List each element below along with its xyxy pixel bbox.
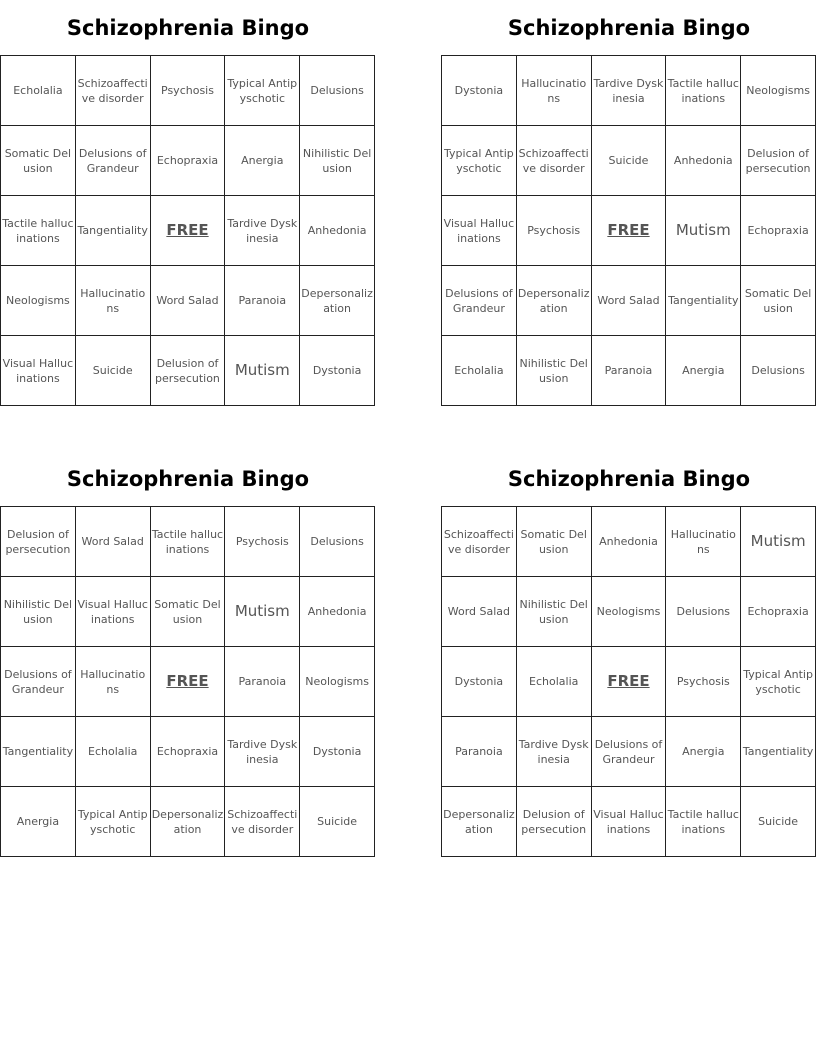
bingo-cell: Psychosis: [150, 56, 225, 126]
bingo-cell: Psychosis: [225, 507, 300, 577]
bingo-cell: Anhedonia: [666, 126, 741, 196]
bingo-cell: Somatic Delusion: [741, 266, 816, 336]
bingo-cell: Typical Antipyschotic: [741, 647, 816, 717]
bingo-cell: Psychosis: [516, 196, 591, 266]
bingo-row: [442, 56, 816, 126]
bingo-cell: Mutism: [225, 577, 300, 647]
bingo-cell: Tangentiality: [75, 196, 150, 266]
bingo-cell: Visual Hallucinations: [75, 577, 150, 647]
bingo-row: [1, 717, 375, 787]
bingo-cell: Anhedonia: [591, 507, 666, 577]
bingo-cell: Dystonia: [300, 717, 375, 787]
bingo-grid: [0, 55, 375, 406]
bingo-cell: Schizoaffective disorder: [442, 507, 517, 577]
bingo-row: [442, 787, 816, 857]
bingo-cell: Tardive Dyskinesia: [516, 717, 591, 787]
bingo-row: [1, 266, 375, 336]
free-space: FREE: [150, 196, 225, 266]
bingo-card-4: [441, 451, 816, 836]
bingo-cell: Paranoia: [591, 336, 666, 406]
bingo-cell: Anergia: [1, 787, 76, 857]
bingo-row: [442, 647, 816, 717]
bingo-row: [1, 336, 375, 406]
bingo-cell: Word Salad: [591, 266, 666, 336]
bingo-cell: Echolalia: [75, 717, 150, 787]
bingo-cell: Delusions: [741, 336, 816, 406]
card-title: Schizophrenia Bingo: [66, 16, 310, 40]
bingo-cell: Typical Antipyschotic: [442, 126, 517, 196]
bingo-row: [1, 126, 375, 196]
bingo-row: [1, 647, 375, 717]
bingo-cell: Anhedonia: [300, 577, 375, 647]
bingo-row: [442, 717, 816, 787]
bingo-cell: Typical Antipyschotic: [225, 56, 300, 126]
bingo-cell: Delusion of persecution: [741, 126, 816, 196]
bingo-cell: Dystonia: [300, 336, 375, 406]
bingo-cell: Delusions of Grandeur: [75, 126, 150, 196]
bingo-row: [442, 266, 816, 336]
bingo-card-3: [0, 451, 376, 836]
bingo-cell: Delusion of persecution: [1, 507, 76, 577]
bingo-cell: Tactile hallucinations: [1, 196, 76, 266]
bingo-cell: Suicide: [300, 787, 375, 857]
bingo-cell: Visual Hallucinations: [1, 336, 76, 406]
bingo-cell: Tactile hallucinations: [666, 787, 741, 857]
bingo-cell: Suicide: [75, 336, 150, 406]
bingo-cell: Tardive Dyskinesia: [591, 56, 666, 126]
bingo-cell: Somatic Delusion: [150, 577, 225, 647]
card-title: Schizophrenia Bingo: [507, 467, 751, 491]
bingo-cell: Delusions: [300, 56, 375, 126]
bingo-cell: Nihilistic Delusion: [300, 126, 375, 196]
bingo-grid: [0, 506, 375, 857]
bingo-cell: Tardive Dyskinesia: [225, 717, 300, 787]
bingo-cell: Depersonalization: [300, 266, 375, 336]
bingo-cell: Delusion of persecution: [150, 336, 225, 406]
bingo-cell: Mutism: [741, 507, 816, 577]
bingo-cell: Tactile hallucinations: [666, 56, 741, 126]
bingo-row: [442, 126, 816, 196]
bingo-row: [442, 577, 816, 647]
bingo-cell: Somatic Delusion: [516, 507, 591, 577]
bingo-cell: Anergia: [666, 717, 741, 787]
bingo-cell: Neologisms: [1, 266, 76, 336]
bingo-cell: Echopraxia: [150, 717, 225, 787]
bingo-card-2: [441, 0, 816, 385]
bingo-cell: Typical Antipyschotic: [75, 787, 150, 857]
bingo-row: [442, 196, 816, 266]
bingo-cell: Visual Hallucinations: [442, 196, 517, 266]
bingo-cell: Hallucinations: [666, 507, 741, 577]
bingo-cell: Delusion of persecution: [516, 787, 591, 857]
bingo-row: [1, 56, 375, 126]
bingo-cell: Suicide: [591, 126, 666, 196]
bingo-cell: Delusions: [300, 507, 375, 577]
card-title: Schizophrenia Bingo: [507, 16, 751, 40]
bingo-cell: Visual Hallucinations: [591, 787, 666, 857]
bingo-cell: Somatic Delusion: [1, 126, 76, 196]
bingo-row: [442, 336, 816, 406]
bingo-cell: Anergia: [225, 126, 300, 196]
bingo-cell: Paranoia: [225, 647, 300, 717]
bingo-cell: Tactile hallucinations: [150, 507, 225, 577]
bingo-cell: Anhedonia: [300, 196, 375, 266]
bingo-card-1: [0, 0, 376, 385]
bingo-cell: Tangentiality: [741, 717, 816, 787]
free-space: FREE: [591, 647, 666, 717]
bingo-cell: Echopraxia: [150, 126, 225, 196]
bingo-cell: Depersonalization: [150, 787, 225, 857]
free-space: FREE: [591, 196, 666, 266]
bingo-cell: Anergia: [666, 336, 741, 406]
bingo-cell: Echolalia: [442, 336, 517, 406]
bingo-cell: Hallucinations: [516, 56, 591, 126]
bingo-row: [1, 787, 375, 857]
bingo-cell: Echolalia: [1, 56, 76, 126]
bingo-cell: Schizoaffective disorder: [516, 126, 591, 196]
bingo-cell: Echopraxia: [741, 196, 816, 266]
bingo-cell: Echolalia: [516, 647, 591, 717]
bingo-cell: Psychosis: [666, 647, 741, 717]
bingo-row: [442, 507, 816, 577]
bingo-cell: Nihilistic Delusion: [1, 577, 76, 647]
bingo-cell: Schizoaffective disorder: [75, 56, 150, 126]
bingo-cell: Nihilistic Delusion: [516, 577, 591, 647]
bingo-cell: Paranoia: [225, 266, 300, 336]
bingo-cell: Dystonia: [442, 647, 517, 717]
bingo-cell: Paranoia: [442, 717, 517, 787]
bingo-cell: Echopraxia: [741, 577, 816, 647]
bingo-cell: Depersonalization: [516, 266, 591, 336]
bingo-cell: Mutism: [666, 196, 741, 266]
bingo-cell: Hallucinations: [75, 266, 150, 336]
bingo-cell: Delusions: [666, 577, 741, 647]
bingo-cell: Suicide: [741, 787, 816, 857]
bingo-cell: Delusions of Grandeur: [591, 717, 666, 787]
bingo-cell: Word Salad: [150, 266, 225, 336]
bingo-row: [1, 577, 375, 647]
bingo-cell: Word Salad: [442, 577, 517, 647]
bingo-cell: Tardive Dyskinesia: [225, 196, 300, 266]
bingo-cell: Schizoaffective disorder: [225, 787, 300, 857]
bingo-cell: Neologisms: [300, 647, 375, 717]
bingo-grid: [441, 506, 816, 857]
free-space: FREE: [150, 647, 225, 717]
card-title: Schizophrenia Bingo: [66, 467, 310, 491]
bingo-cell: Tangentiality: [1, 717, 76, 787]
bingo-cell: Tangentiality: [666, 266, 741, 336]
bingo-cell: Delusions of Grandeur: [442, 266, 517, 336]
bingo-row: [1, 196, 375, 266]
bingo-grid: [441, 55, 816, 406]
bingo-cell: Dystonia: [442, 56, 517, 126]
bingo-cell: Mutism: [225, 336, 300, 406]
bingo-cell: Hallucinations: [75, 647, 150, 717]
bingo-cell: Neologisms: [591, 577, 666, 647]
bingo-row: [1, 507, 375, 577]
bingo-cell: Depersonalization: [442, 787, 517, 857]
bingo-cell: Delusions of Grandeur: [1, 647, 76, 717]
bingo-cell: Nihilistic Delusion: [516, 336, 591, 406]
bingo-cell: Neologisms: [741, 56, 816, 126]
bingo-cell: Word Salad: [75, 507, 150, 577]
